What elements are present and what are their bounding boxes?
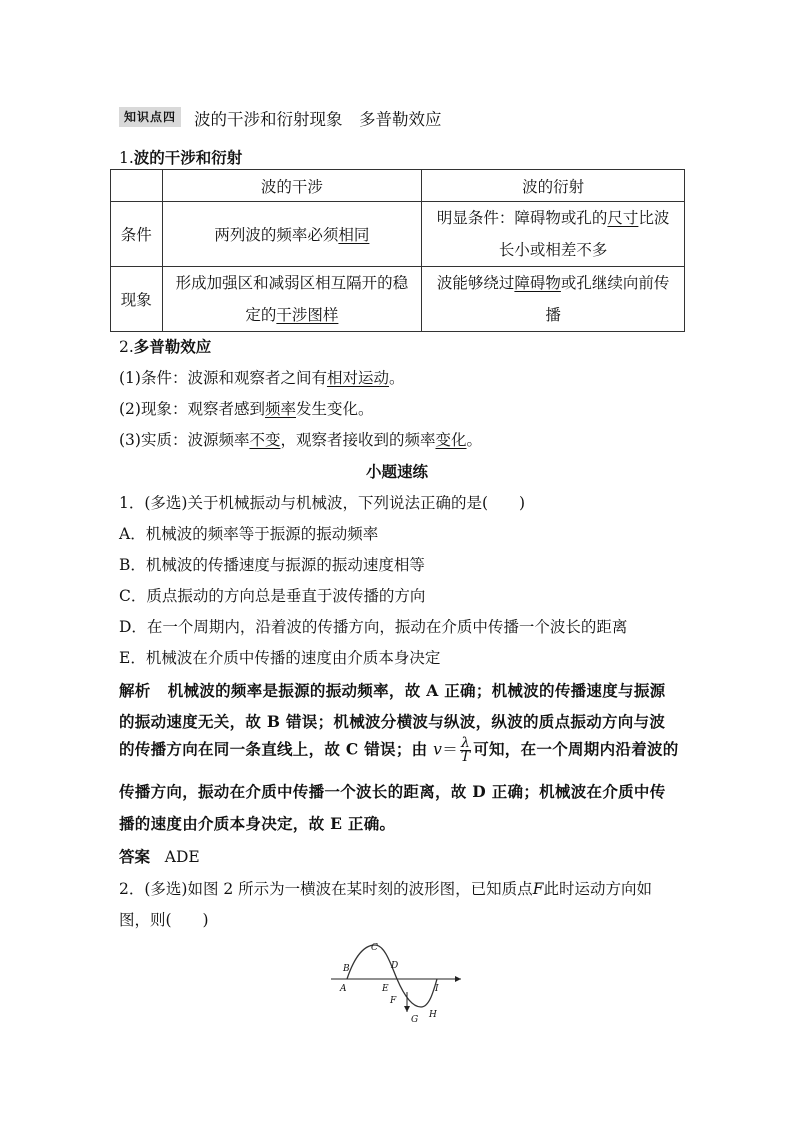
q2-stem-line1 <box>119 877 652 899</box>
answer-value: ADE <box>164 848 200 866</box>
wave-label-e: E <box>382 984 389 994</box>
analysis-text: 可知，在一个周期内沿着波的 <box>473 739 679 759</box>
phenomenon-diffraction-key: 障碍物 <box>514 274 561 292</box>
wave-label-a: A <box>340 984 347 994</box>
wave-label-i: I <box>435 984 439 994</box>
q1-option-a: A．机械波的频率等于振源的振动频率 <box>119 525 379 543</box>
part2-heading-text: 多普勒效应 <box>133 337 212 356</box>
table-head-interference: 波的干涉 <box>162 170 422 202</box>
condition-diffraction-key: 尺寸 <box>607 209 639 227</box>
doppler-item-key: 相对运动 <box>326 369 389 387</box>
doppler-item-condition <box>119 366 405 388</box>
q1-option-c: C．质点振动的方向总是垂直于波传播的方向 <box>119 587 426 605</box>
q1-analysis-line5: 播的速度由介质本身决定，故 E 正确。 <box>119 814 396 833</box>
wave-label-d: D <box>391 961 399 971</box>
phenomenon-interference-text: 形成加强区和减弱区相互隔开的稳定的 <box>175 274 409 324</box>
section-tag: 知识点四 <box>119 107 181 127</box>
formula-eq: ＝ <box>442 740 459 759</box>
analysis-text: 的传播方向在同一条直线上，故 C 错误；由 <box>119 739 428 759</box>
part1-heading <box>119 146 242 168</box>
wave-label-c: C <box>371 943 378 953</box>
phenomenon-interference-key: 干涉图样 <box>276 306 339 324</box>
wave-label-b: B <box>343 964 350 974</box>
doppler-item-text: (2)现象：观察者感到 <box>119 400 265 418</box>
condition-interference-text: 两列波的频率必须 <box>214 226 339 244</box>
practice-title: 小题速练 <box>366 462 429 481</box>
table-header-row <box>111 170 685 202</box>
q1-analysis-line3 <box>119 737 679 764</box>
doppler-item-text: ，观察者接收到的频率 <box>280 431 436 449</box>
formula-period: T <box>460 749 471 765</box>
formula-v: v <box>433 740 443 759</box>
doppler-item-essence <box>119 428 482 450</box>
analysis-text: 机械波的频率是振源的振动频率，故 A 正确；机械波的传播速度与振源 <box>167 681 666 700</box>
answer-label: 答案 <box>119 847 151 866</box>
doppler-item-end: 。 <box>388 369 405 387</box>
phenomenon-interference-cell <box>162 267 422 332</box>
q1-analysis-line4: 传播方向，振动在介质中传播一个波长的距离，故 D 正确；机械波在介质中传 <box>119 782 666 801</box>
q2-stem-text: 此时运动方向如 <box>543 880 652 898</box>
condition-diffraction-text: 明显条件：障碍物或孔的 <box>436 209 608 227</box>
formula-lambda: λ <box>461 735 471 751</box>
wave-label-g: G <box>411 1015 419 1025</box>
section-title: 波的干涉和衍射现象 多普勒效应 <box>194 110 442 129</box>
condition-diffraction-rest: 比波长小或相差不多 <box>498 209 670 259</box>
part1-heading-num: 1. <box>119 149 134 167</box>
row-label-condition: 条件 <box>111 202 163 267</box>
q1-option-d: D．在一个周期内，沿着波的传播方向，振动在介质中传播一个波长的距离 <box>119 618 628 636</box>
row-label-phenomenon: 现象 <box>111 267 163 332</box>
doppler-item-text: (3)实质：波源频率 <box>119 431 250 449</box>
wave-label-f: F <box>390 996 397 1006</box>
condition-diffraction-cell <box>422 202 685 267</box>
doppler-item-text: (1)条件：波源和观察者之间有 <box>119 369 327 387</box>
q1-stem: 1．(多选)关于机械振动与机械波，下列说法正确的是( ) <box>119 494 526 512</box>
condition-interference-key: 相同 <box>338 226 370 244</box>
formula-fraction <box>460 737 471 764</box>
q2-stem-line2: 图，则( ) <box>119 911 209 929</box>
doppler-item-key: 变化 <box>435 431 467 449</box>
q1-option-e: E．机械波在介质中传播的速度由介质本身决定 <box>119 649 441 667</box>
part1-heading-text: 波的干涉和衍射 <box>133 148 243 167</box>
q1-analysis-line2: 的振动速度无关，故 B 错误；机械波分横波与纵波，纵波的质点振动方向与波 <box>119 712 666 731</box>
table-head-diffraction: 波的衍射 <box>422 170 685 202</box>
table-row-condition <box>111 202 685 267</box>
condition-interference-cell <box>162 202 422 267</box>
q2-point-f: F <box>532 880 544 898</box>
table-head-blank <box>111 170 163 202</box>
q1-answer <box>119 845 200 867</box>
q1-option-b: B．机械波的传播速度与振源的振动速度相等 <box>119 556 425 574</box>
doppler-item-phenomenon <box>119 397 374 419</box>
phenomenon-diffraction-cell <box>422 267 685 332</box>
interference-diffraction-table <box>110 169 685 332</box>
analysis-label: 解析 <box>119 681 151 700</box>
phenomenon-diffraction-rest: 或孔继续向前传播 <box>545 274 670 324</box>
q2-stem-text: 2．(多选)如图 2 所示为一横波在某时刻的波形图，已知质点 <box>119 880 533 898</box>
part2-heading-num: 2. <box>119 338 134 356</box>
doppler-item-key: 频率 <box>264 400 296 418</box>
table-row-phenomenon <box>111 267 685 332</box>
q1-analysis-line1 <box>119 679 665 701</box>
wave-label-h: H <box>429 1010 437 1020</box>
doppler-item-end: 发生变化。 <box>295 400 374 418</box>
doppler-item-end: 。 <box>466 431 483 449</box>
part2-heading <box>119 335 211 357</box>
doppler-item-key: 不变 <box>249 431 281 449</box>
phenomenon-diffraction-text: 波能够绕过 <box>436 274 515 292</box>
waveform-figure <box>325 935 470 1030</box>
